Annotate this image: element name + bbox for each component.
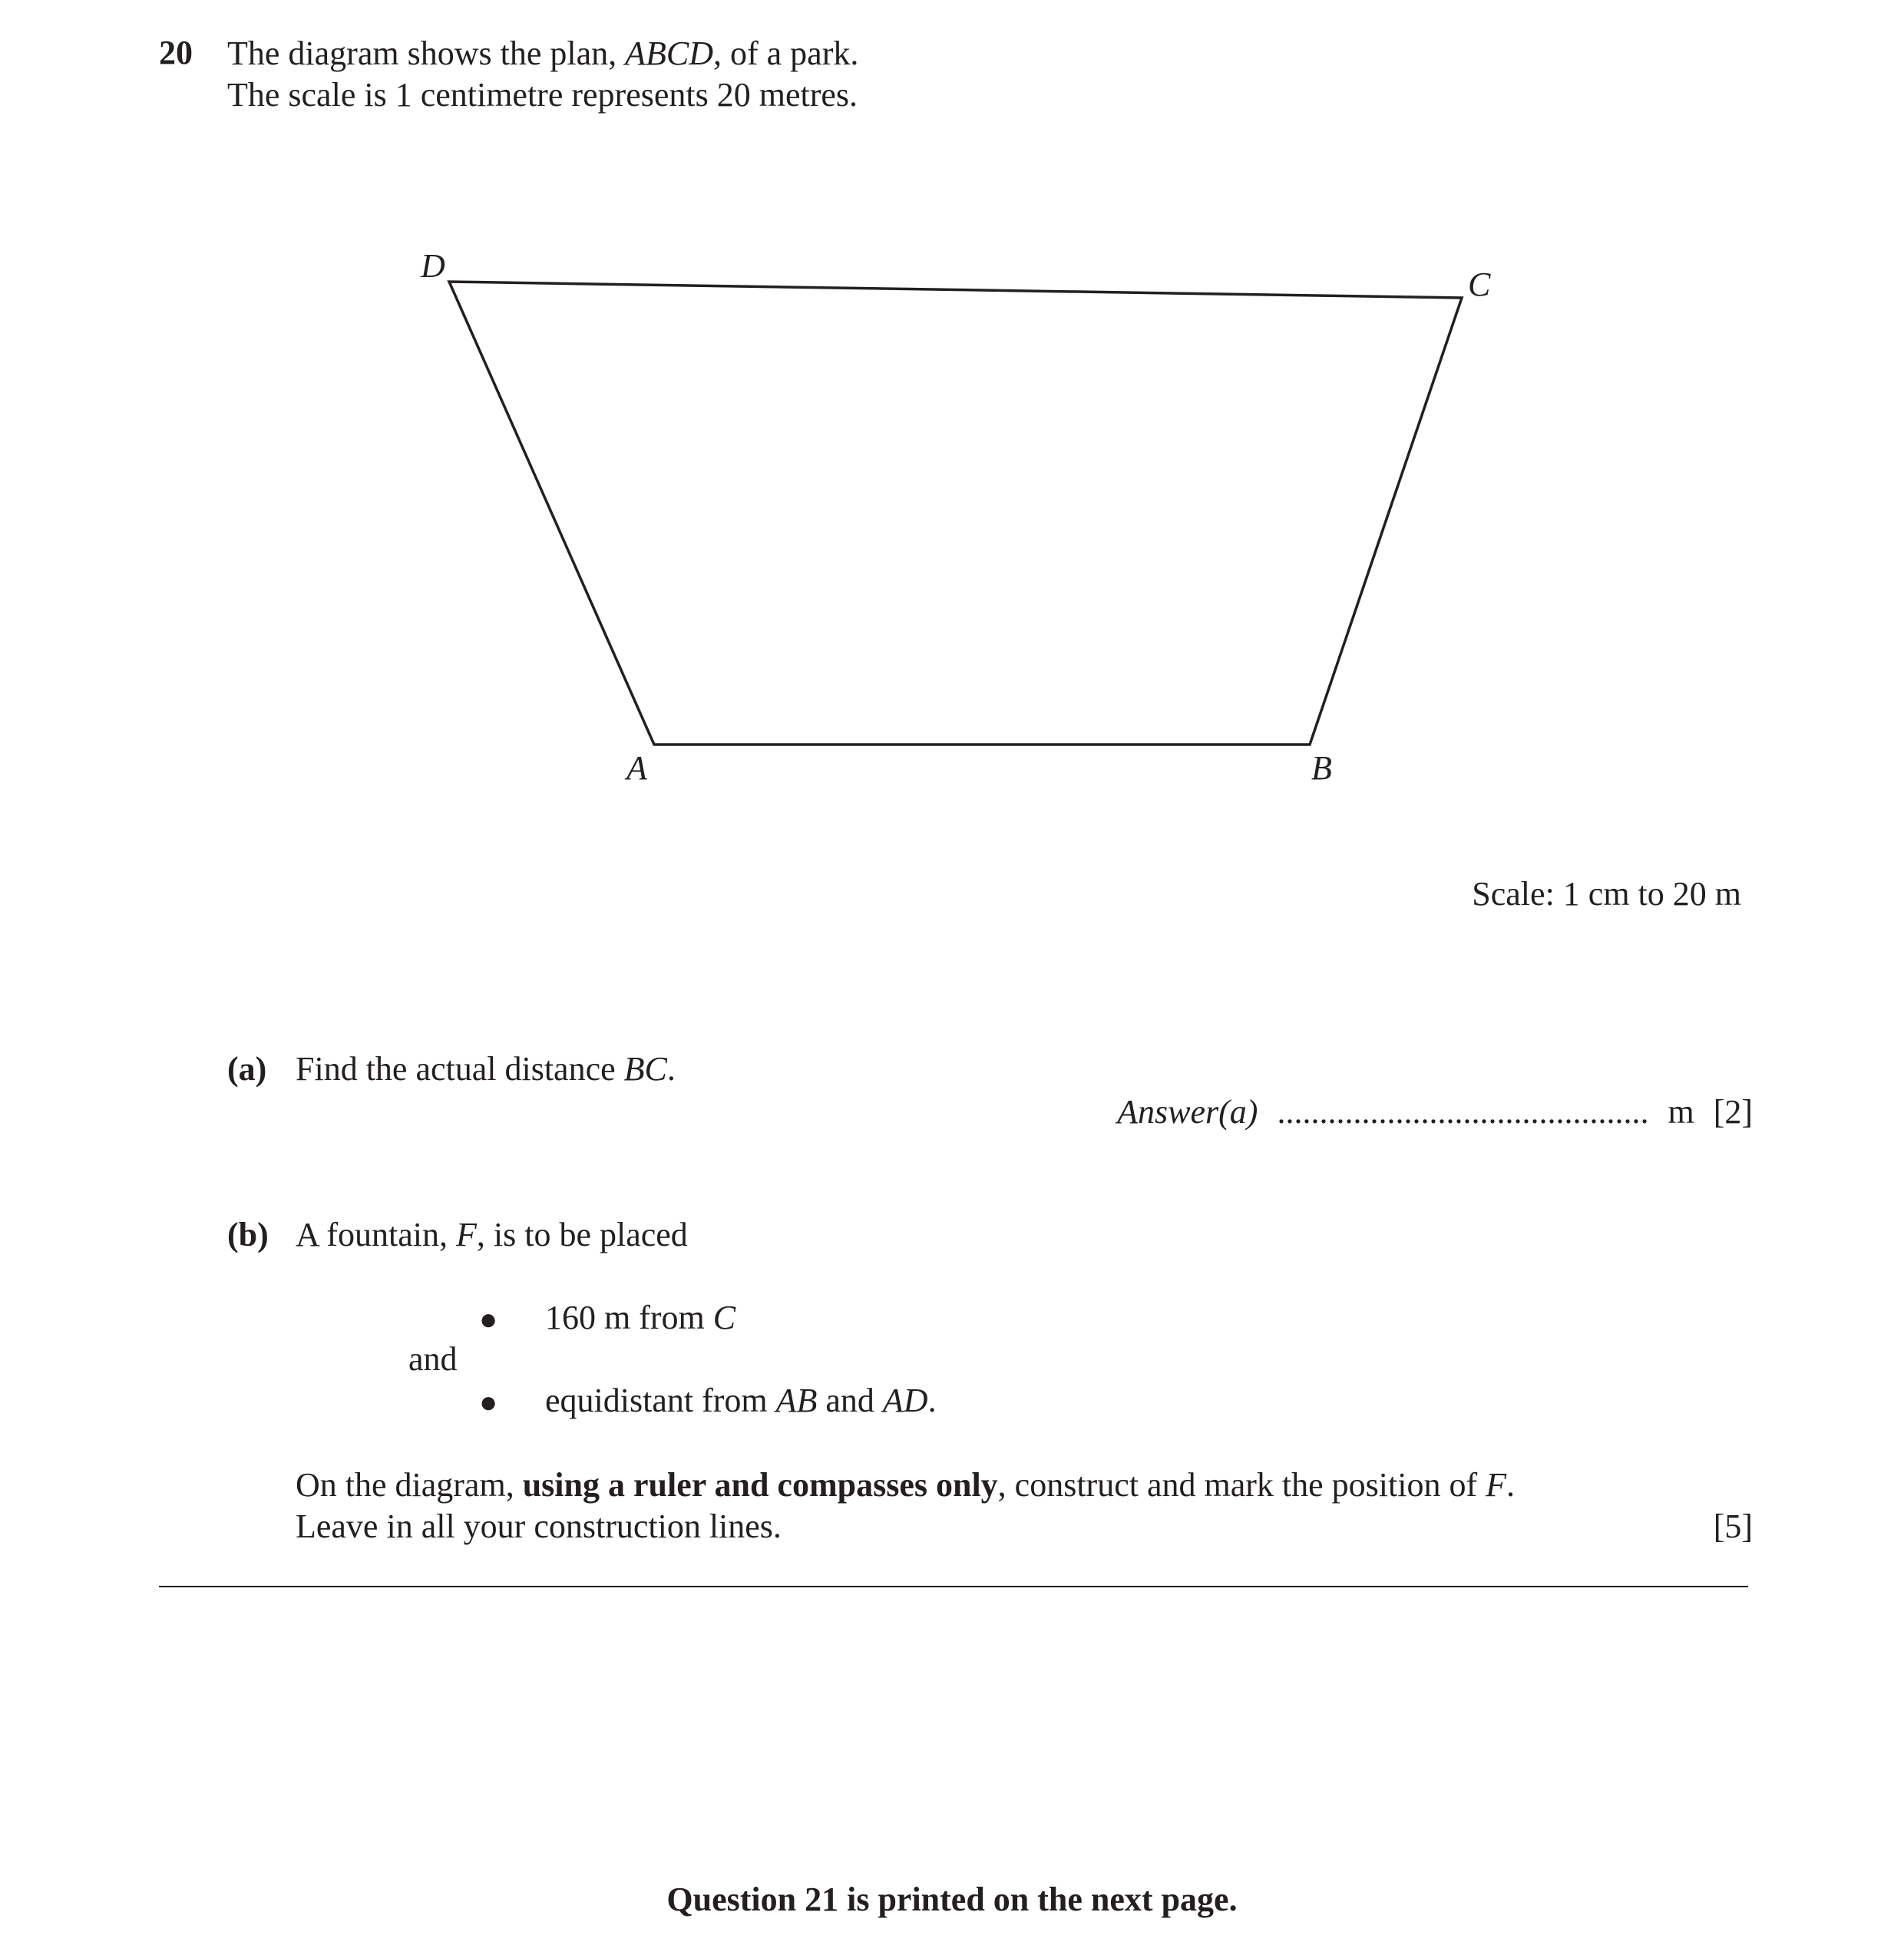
- vertex-label-c: C: [1468, 266, 1491, 303]
- scale-label: Scale: 1 cm to 20 m: [1472, 875, 1741, 913]
- instruction-end: .: [1506, 1466, 1515, 1504]
- part-b-instruction-line1: [296, 1465, 1515, 1506]
- answer-a-field[interactable]: ............................................: [1277, 1093, 1649, 1131]
- part-a-question: [296, 1049, 676, 1090]
- instruction-emphasis: using a ruler and compasses only: [522, 1466, 998, 1504]
- part-a-answer-line: [1117, 1091, 1753, 1133]
- part-a-label: (a): [227, 1050, 267, 1088]
- part-a-text: Find the actual distance: [296, 1050, 624, 1088]
- bullet-1-condition: 160 m from: [545, 1299, 713, 1336]
- part-a-marks: [2]: [1713, 1093, 1753, 1131]
- instruction-text-mid: , construct and mark the position of: [997, 1466, 1486, 1504]
- park-plan-diagram: [0, 0, 1904, 921]
- bullet-2-line-ad: AD: [882, 1382, 928, 1419]
- part-b-label: (b): [227, 1216, 269, 1253]
- part-b-question: [296, 1214, 688, 1256]
- instruction-point-f: F: [1486, 1466, 1506, 1504]
- bullet-2-dot: ●: [479, 1385, 498, 1419]
- bullet-1-point: C: [712, 1299, 736, 1336]
- vertex-label-a: A: [626, 749, 647, 787]
- part-b-fountain-letter: F: [455, 1216, 477, 1253]
- intro-shape-name: ABCD: [625, 35, 713, 72]
- instruction-text: On the diagram,: [296, 1466, 523, 1504]
- park-outline-abcd: [449, 282, 1462, 745]
- question-end-rule: [159, 1586, 1748, 1587]
- part-a-segment: BC: [623, 1050, 667, 1088]
- vertex-label-d: D: [421, 247, 445, 285]
- bullet-2-and: and: [817, 1382, 883, 1419]
- next-page-notice: Question 21 is printed on the next page.: [666, 1881, 1238, 1918]
- part-b-text-end: , is to be placed: [476, 1216, 688, 1253]
- question-number: 20: [159, 34, 193, 71]
- answer-a-unit: m: [1668, 1093, 1694, 1131]
- part-b-text: A fountain,: [296, 1216, 456, 1253]
- intro-text: The diagram shows the plan,: [227, 35, 626, 72]
- part-b-instruction-line2: Leave in all your construction lines.: [296, 1508, 782, 1545]
- bullet-2-text: [545, 1380, 937, 1422]
- bullet-2-end: .: [927, 1382, 937, 1419]
- bullet-2-line-ab: AB: [775, 1382, 818, 1419]
- part-b-marks: [5]: [1713, 1508, 1753, 1545]
- part-a-text-end: .: [666, 1050, 676, 1088]
- question-intro-line2: The scale is 1 centimetre represents 20 metres.: [227, 76, 858, 114]
- bullet-1-dot: ●: [479, 1302, 498, 1336]
- answer-a-label: Answer(a): [1117, 1093, 1258, 1131]
- bullet-1-text: [545, 1297, 735, 1339]
- intro-text-end: , of a park.: [713, 35, 859, 72]
- vertex-label-b: B: [1311, 749, 1332, 787]
- and-connector: and: [408, 1340, 458, 1378]
- bullet-2-condition: equidistant from: [545, 1382, 776, 1419]
